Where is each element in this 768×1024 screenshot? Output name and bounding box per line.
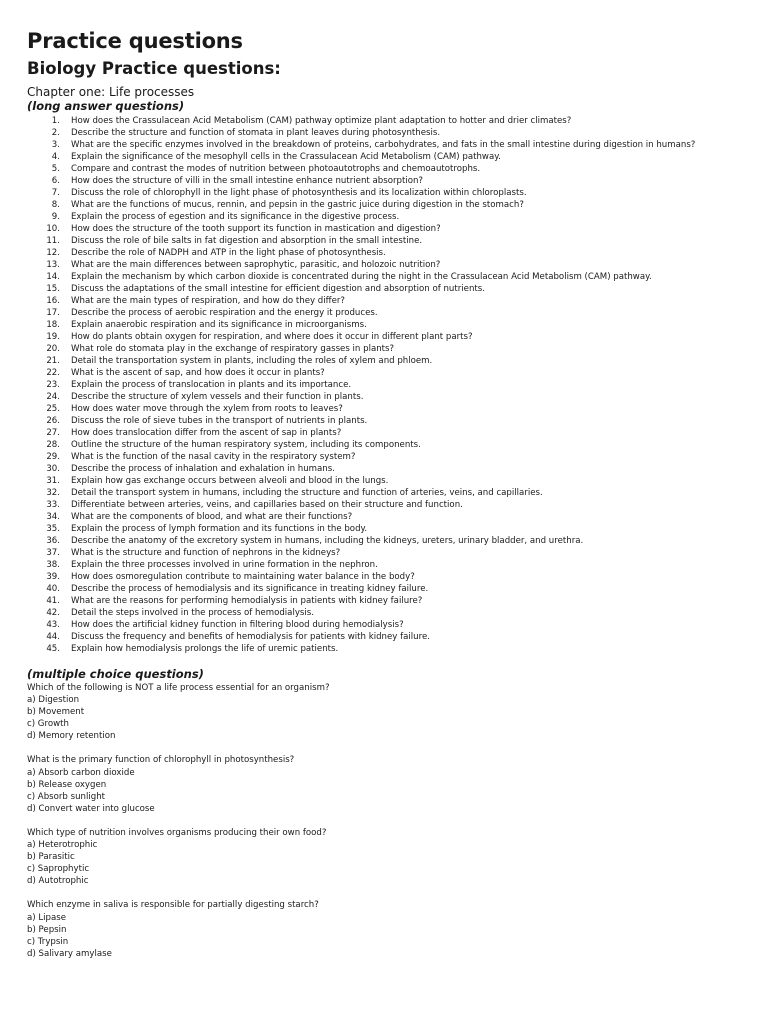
question-item (27, 391, 738, 403)
question-text: How does water move through the xylem from roots to leaves? (71, 404, 343, 414)
mcq-option: d) Memory retention (27, 731, 116, 742)
question-number: 20. (46, 344, 60, 354)
multiple-choice-heading: (multiple choice questions) (27, 667, 204, 681)
question-number: 26. (46, 416, 60, 426)
question-text: Explain how hemodialysis prolongs the life of uremic patients. (71, 644, 339, 654)
question-item (27, 319, 738, 331)
mcq-option: a) Lipase (27, 912, 67, 923)
mcq-block (27, 827, 738, 887)
mcq-option: b) Parasitic (27, 852, 75, 863)
question-number: 43. (46, 620, 60, 630)
question-number: 44. (46, 632, 60, 642)
question-item (27, 235, 738, 247)
question-text: Compare and contrast the modes of nutrition between photoautotrophs and chemoautotrophs. (71, 164, 481, 174)
question-text: How does osmoregulation contribute to maintaining water balance in the body? (71, 572, 415, 582)
question-number: 32. (46, 488, 60, 498)
question-text: Differentiate between arteries, veins, and capillaries based on their structure and function. (71, 500, 463, 510)
question-number: 40. (46, 584, 60, 594)
question-item (27, 343, 738, 355)
question-text: How does the Crassulacean Acid Metabolism (CAM) pathway optimize plant adaptation to hotter and drier climates? (71, 116, 572, 126)
question-text: What are the main types of respiration, and how do they differ? (71, 296, 345, 306)
question-number: 7. (51, 188, 60, 198)
mcq-option: a) Heterotrophic (27, 840, 98, 851)
question-number: 12. (46, 248, 60, 258)
question-text: Discuss the frequency and benefits of hemodialysis for patients with kidney failure. (71, 632, 430, 642)
question-text: What are the specific enzymes involved in the breakdown of proteins, carbohydrates, and fats in the small intestine during digestion in humans? (71, 140, 696, 150)
question-number: 42. (46, 608, 60, 618)
question-item (27, 559, 738, 571)
question-number: 14. (46, 272, 60, 282)
mcq-question: Which enzyme in saliva is responsible for partially digesting starch? (27, 900, 319, 911)
chapter-heading: Chapter one: Life processes (27, 85, 195, 99)
question-item (27, 523, 738, 535)
question-number: 19. (46, 332, 60, 342)
question-text: Detail the transport system in humans, including the structure and function of arteries, veins, and capillaries. (71, 488, 543, 498)
question-text: Explain the process of egestion and its significance in the digestive process. (71, 212, 400, 222)
question-text: Describe the process of hemodialysis and its significance in treating kidney failure. (71, 584, 429, 594)
mcq-option: c) Growth (27, 719, 69, 730)
mcq-block (27, 682, 738, 742)
question-item (27, 475, 738, 487)
question-text: Describe the process of inhalation and exhalation in humans. (71, 464, 335, 474)
question-text: Explain the process of translocation in plants and its importance. (71, 380, 352, 390)
question-number: 2. (51, 128, 60, 138)
question-text: Explain the three processes involved in urine formation in the nephron. (71, 560, 378, 570)
question-number: 16. (46, 296, 60, 306)
question-text: Describe the anatomy of the excretory system in humans, including the kidneys, ureters, urinary bladder, and urethra. (71, 536, 584, 546)
question-item (27, 571, 738, 583)
mcq-option: b) Release oxygen (27, 779, 107, 790)
question-item (27, 175, 738, 187)
question-item (27, 439, 738, 451)
question-item (27, 355, 738, 367)
question-item (27, 115, 738, 127)
mcq-option: c) Saprophytic (27, 864, 90, 875)
question-text: Explain how gas exchange occurs between alveoli and blood in the lungs. (71, 476, 389, 486)
question-item (27, 499, 738, 511)
question-item (27, 163, 738, 175)
question-text: What is the ascent of sap, and how does it occur in plants? (71, 368, 325, 378)
question-item (27, 211, 738, 223)
question-number: 15. (46, 284, 60, 294)
question-number: 17. (46, 308, 60, 318)
question-item (27, 451, 738, 463)
question-text: Describe the structure and function of stomata in plant leaves during photosynthesis. (71, 128, 441, 138)
mcq-question: What is the primary function of chlorophyll in photosynthesis? (27, 755, 295, 766)
question-number: 10. (46, 224, 60, 234)
question-item (27, 271, 738, 283)
question-item (27, 547, 738, 559)
question-number: 33. (46, 500, 60, 510)
question-item (27, 643, 738, 655)
question-number: 36. (46, 536, 60, 546)
question-number: 23. (46, 380, 60, 390)
question-number: 29. (46, 452, 60, 462)
question-item (27, 595, 738, 607)
question-item (27, 199, 738, 211)
mcq-option: c) Trypsin (27, 936, 69, 947)
question-text: Detail the steps involved in the process of hemodialysis. (71, 608, 314, 618)
question-item (27, 139, 738, 151)
question-item (27, 427, 738, 439)
mcq-question: Which of the following is NOT a life process essential for an organism? (27, 683, 330, 693)
question-text: Explain anaerobic respiration and its significance in microorganisms. (71, 320, 367, 330)
question-number: 41. (46, 596, 60, 606)
long-answer-list (27, 115, 738, 655)
question-text: Describe the structure of xylem vessels and their function in plants. (71, 392, 364, 402)
question-text: What are the reasons for performing hemodialysis in patients with kidney failure? (71, 596, 423, 606)
mcq-option: b) Movement (27, 707, 85, 718)
question-number: 4. (51, 152, 60, 162)
question-number: 11. (46, 236, 60, 246)
question-text: Discuss the role of chlorophyll in the light phase of photosynthesis and its localization within chloroplasts. (71, 188, 527, 198)
question-number: 28. (46, 440, 60, 450)
question-item (27, 619, 738, 631)
question-text: How do plants obtain oxygen for respiration, and where does it occur in different plant parts? (71, 332, 473, 342)
question-text: What is the function of the nasal cavity in the respiratory system? (71, 452, 356, 462)
question-text: Discuss the adaptations of the small intestine for efficient digestion and absorption of nutrients. (71, 284, 485, 294)
question-item (27, 151, 738, 163)
question-item (27, 463, 738, 475)
question-item (27, 187, 738, 199)
question-text: What role do stomata play in the exchange of respiratory gasses in plants? (71, 344, 395, 354)
question-number: 6. (51, 176, 60, 186)
question-item (27, 295, 738, 307)
question-number: 39. (46, 572, 60, 582)
question-number: 27. (46, 428, 60, 438)
question-item (27, 259, 738, 271)
question-item (27, 223, 738, 235)
question-text: What are the components of blood, and what are their functions? (71, 512, 353, 522)
question-item (27, 487, 738, 499)
question-item (27, 283, 738, 295)
mcq-option: c) Absorb sunlight (27, 791, 106, 802)
mcq-option: b) Pepsin (27, 924, 67, 935)
question-number: 9. (51, 212, 60, 222)
question-number: 8. (51, 200, 60, 210)
question-text: Describe the process of aerobic respiration and the energy it produces. (71, 308, 378, 318)
question-item (27, 307, 738, 319)
question-text: Outline the structure of the human respiratory system, including its components. (71, 440, 421, 450)
question-number: 18. (46, 320, 60, 330)
question-text: How does the structure of villi in the small intestine enhance nutrient absorption? (71, 176, 423, 186)
question-text: Explain the process of lymph formation and its functions in the body. (71, 524, 368, 534)
question-item (27, 583, 738, 595)
question-text: What is the structure and function of nephrons in the kidneys? (71, 548, 341, 558)
question-text: How does translocation differ from the ascent of sap in plants? (71, 428, 342, 438)
question-item (27, 415, 738, 427)
mcq-question: Which type of nutrition involves organisms producing their own food? (27, 827, 327, 838)
question-number: 34. (46, 512, 60, 522)
mcq-block (27, 754, 738, 814)
question-item (27, 379, 738, 391)
question-number: 25. (46, 404, 60, 414)
question-number: 13. (46, 260, 60, 270)
mcq-option: d) Salivary amylase (27, 948, 112, 959)
question-text: Discuss the role of sieve tubes in the transport of nutrients in plants. (71, 416, 368, 426)
question-item (27, 535, 738, 547)
multiple-choice-list (27, 682, 738, 960)
question-text: What are the functions of mucus, rennin, and pepsin in the gastric juice during digestion in the stomach? (71, 200, 524, 210)
question-text: Discuss the role of bile salts in fat digestion and absorption in the small intestine. (71, 236, 423, 246)
question-number: 45. (46, 644, 60, 654)
question-text: How does the structure of the tooth support its function in mastication and digestion? (71, 224, 441, 234)
question-number: 21. (46, 356, 60, 366)
page-title: Practice questions (27, 29, 243, 53)
mcq-option: a) Absorb carbon dioxide (27, 767, 135, 778)
question-number: 3. (51, 140, 60, 150)
page-subtitle: Biology Practice questions: (27, 59, 281, 78)
mcq-option: a) Digestion (27, 695, 80, 706)
question-number: 1. (51, 116, 60, 126)
long-answer-heading: (long answer questions) (27, 99, 185, 113)
question-number: 31. (46, 476, 60, 486)
question-number: 24. (46, 392, 60, 402)
question-text: Describe the role of NADPH and ATP in the light phase of photosynthesis. (71, 248, 386, 258)
question-text: Explain the mechanism by which carbon dioxide is concentrated during the night in the Crassulacean Acid Metabolism (CAM) pathway. (71, 272, 652, 282)
question-number: 35. (46, 524, 60, 534)
question-number: 22. (46, 368, 60, 378)
question-number: 38. (46, 560, 60, 570)
question-item (27, 331, 738, 343)
question-text: Explain the significance of the mesophyll cells in the Crassulacean Acid Metabolism (CAM) pathway. (71, 152, 501, 162)
mcq-option: d) Convert water into glucose (27, 803, 155, 814)
question-text: How does the artificial kidney function in filtering blood during hemodialysis? (71, 620, 404, 630)
question-number: 37. (46, 548, 60, 558)
question-item (27, 403, 738, 415)
question-text: What are the main differences between saprophytic, parasitic, and holozoic nutrition? (71, 260, 441, 270)
mcq-option: d) Autotrophic (27, 876, 89, 887)
question-item (27, 607, 738, 619)
question-number: 5. (51, 164, 60, 174)
question-number: 30. (46, 464, 60, 474)
question-item (27, 511, 738, 523)
question-item (27, 631, 738, 643)
question-item (27, 367, 738, 379)
question-item (27, 247, 738, 259)
question-item (27, 127, 738, 139)
question-text: Detail the transportation system in plants, including the roles of xylem and phloem. (71, 356, 433, 366)
mcq-block (27, 899, 738, 959)
